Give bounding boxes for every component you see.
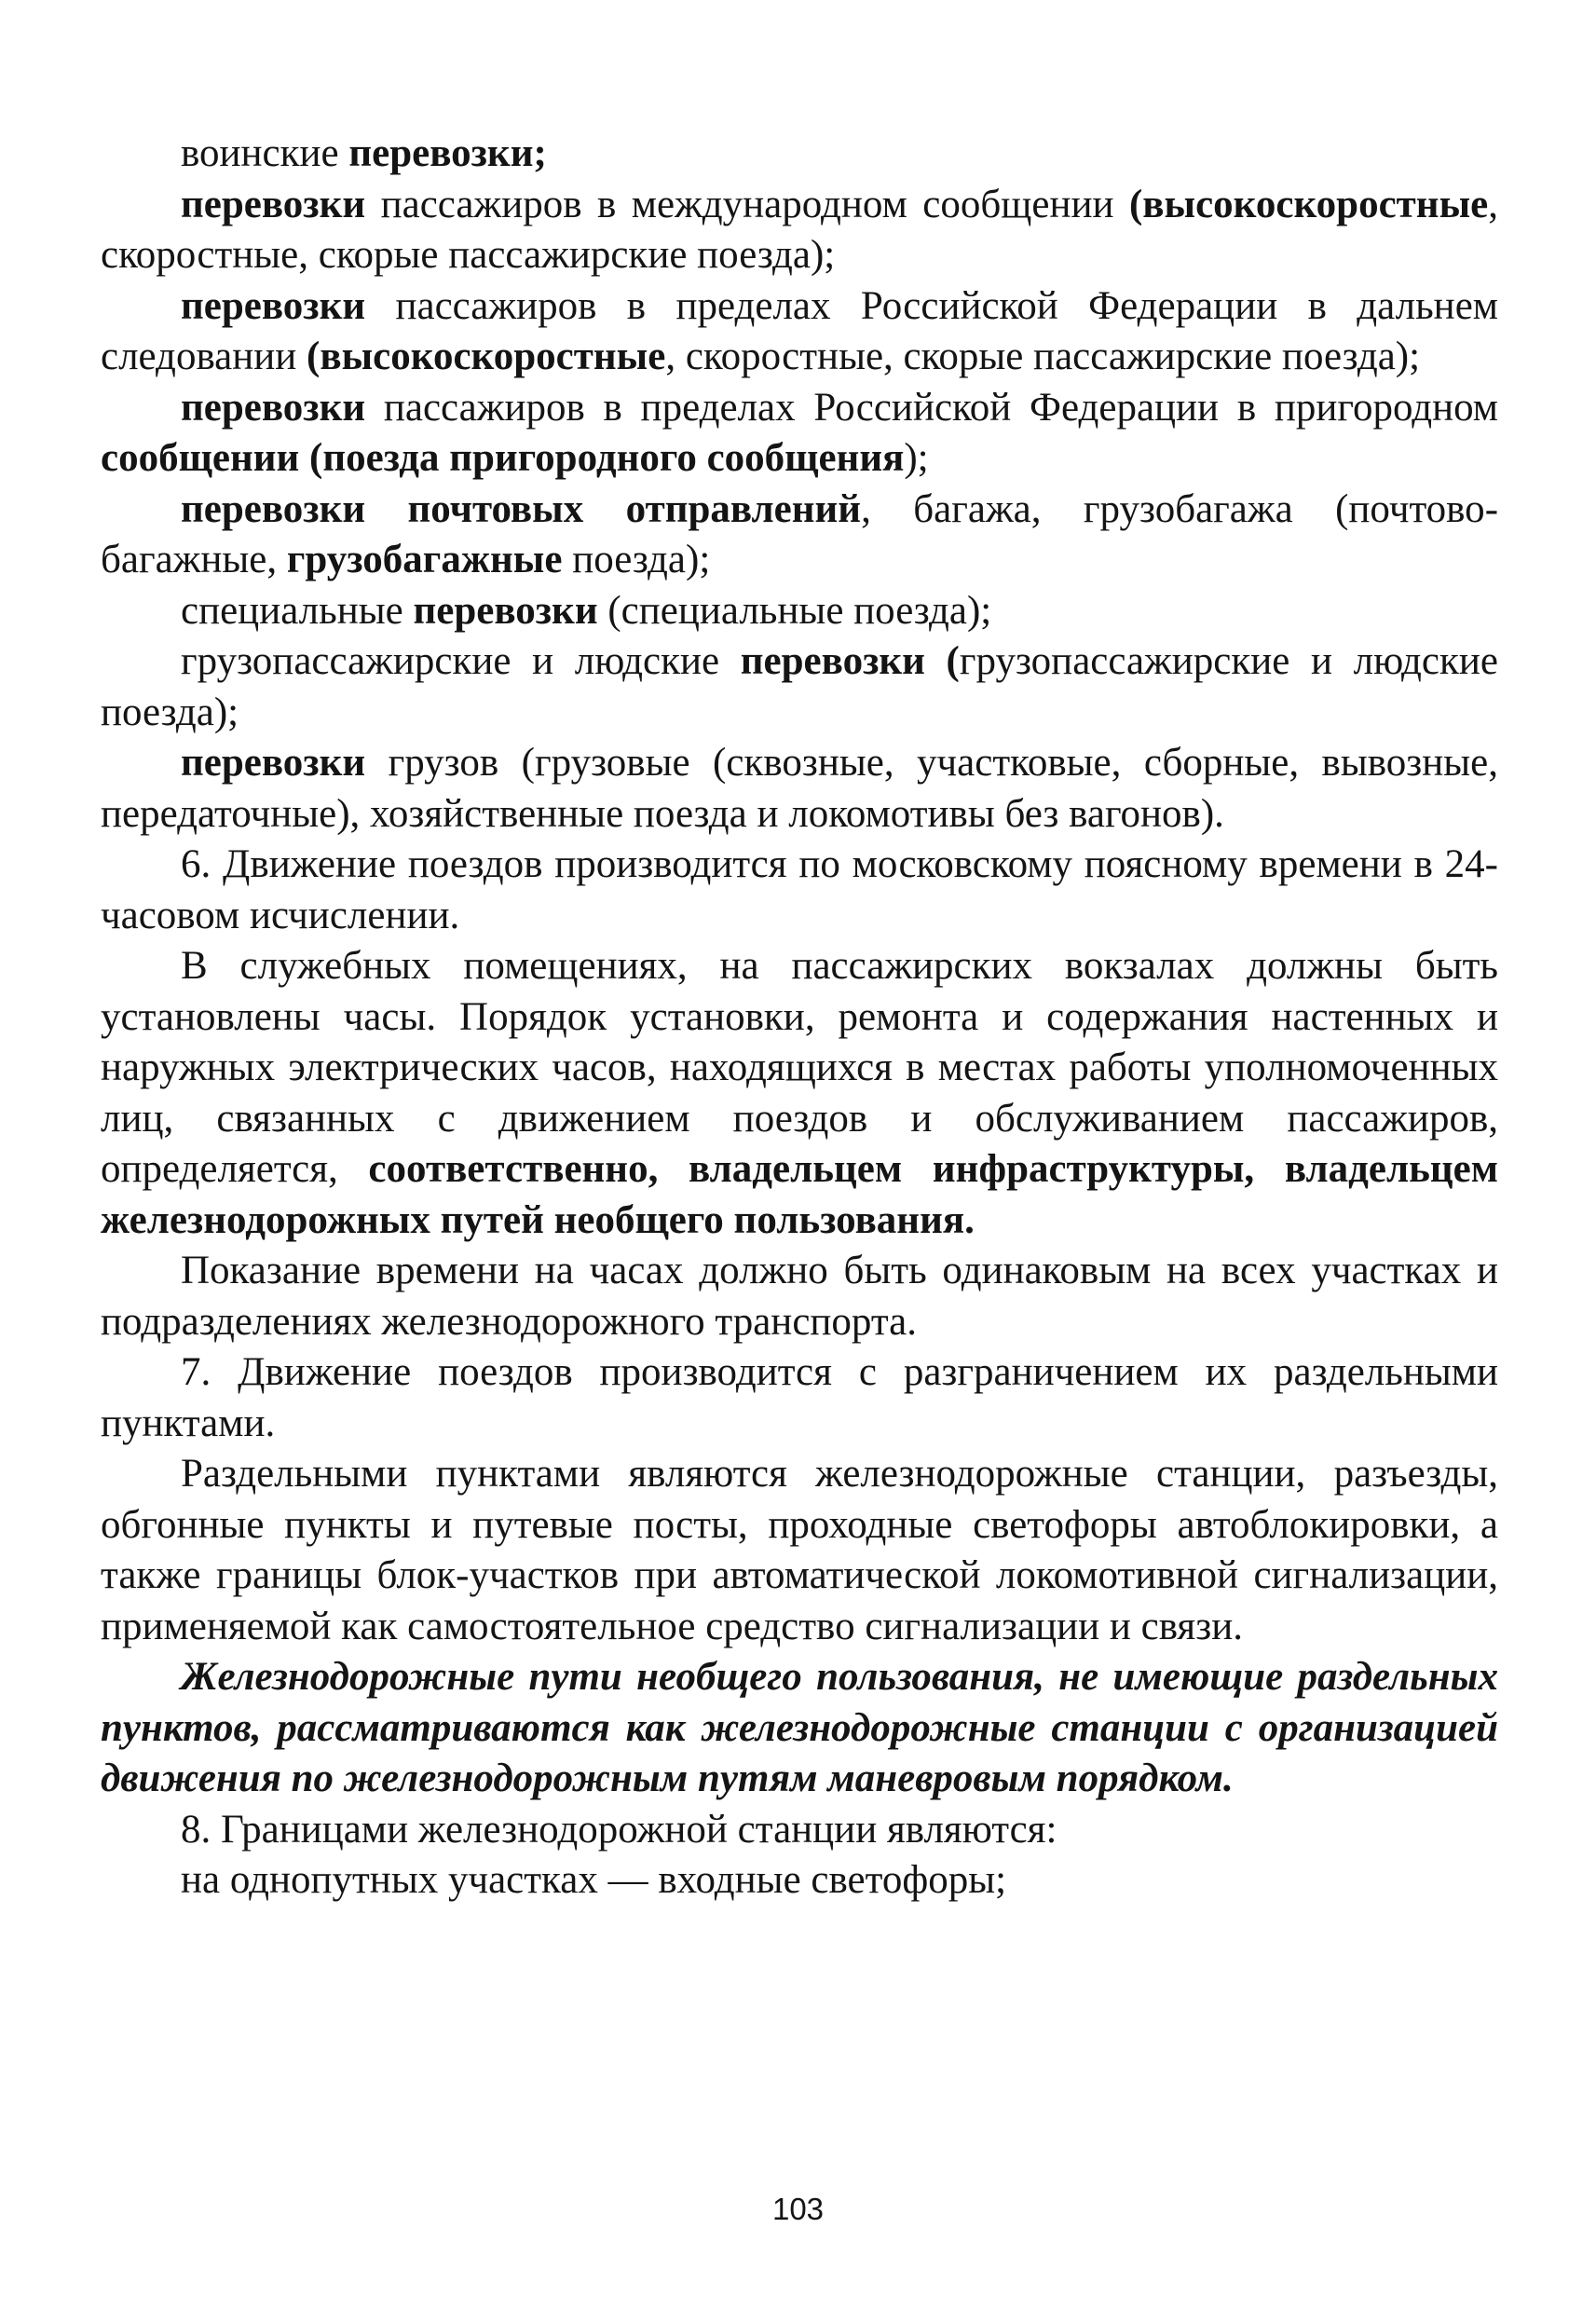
text-run: , скоростные, скорые пассажирские поезда); — [101, 182, 1498, 277]
bold-text-run: перевозки — [181, 182, 366, 226]
text-run: Раздельными пунктами являются железнодорожные станции, разъезды, обгонные пункты и путевые посты, проходные светофоры автоблокировки, а также границы блок-участков при автоматической локомотивной сигнализации, применяемой как самостоятельное средство сигнализации и связи. — [101, 1452, 1498, 1648]
paragraph — [101, 383, 1498, 485]
paragraph — [101, 1652, 1498, 1805]
text-run: грузов (грузовые (сквозные, участковые, сборные, вывозные, передаточные), хозяйственные поезда и локомотивы без вагонов). — [101, 741, 1498, 836]
text-run: 6. Движение поездов производится по московскому поясному времени в 24-часовом исчислении. — [101, 842, 1498, 937]
paragraph — [101, 1347, 1498, 1449]
bold-text-run: (высокоскоростные — [307, 335, 666, 378]
page-number: 103 — [771, 2192, 825, 2226]
text-run: Показание времени на часах должно быть одинаковым на всех участках и подразделениях железнодорожного транспорта. — [101, 1249, 1498, 1344]
bold-text-run: перевозки — [181, 283, 366, 328]
text-run: , багажа, грузобагажа (почтовобагажные, — [101, 486, 1499, 581]
text-run: В служебных помещениях, на пассажирских вокзалах должны быть установлены часы. Порядок установки, ремонта и содержания настенных и наружных электрических часов, находящихся в местах работы уполномоченных лиц, связанных с движением поездов и обслуживанием пассажиров, определяется, — [101, 944, 1498, 1191]
paragraph — [101, 1449, 1498, 1652]
text-run: 7. Движение поездов производится с разграничением их раздельными пунктами. — [101, 1350, 1498, 1445]
paragraph — [101, 485, 1498, 586]
paragraph — [101, 586, 1498, 637]
paragraph — [101, 840, 1498, 941]
bold-text-run: (высокоскоростные — [1128, 182, 1489, 226]
text-run: (специальные поезда); — [597, 588, 992, 633]
bold-text-run: грузобагажные — [286, 538, 563, 581]
bold-text-run: перевозки почтовых отправлений — [181, 486, 862, 531]
text-run: пассажиров в пределах Российской Федерации в дальнем следовании — [101, 283, 1498, 378]
text-run: на однопутных участках — входные светофоры; — [181, 1858, 1007, 1902]
paragraph — [101, 1246, 1498, 1347]
bold-text-run: перевозки; — [348, 131, 547, 175]
text-run: специальные — [181, 588, 414, 633]
text-run: поезда); — [562, 538, 711, 581]
bold-text-run: перевозки ( — [740, 639, 960, 683]
page-text-body — [101, 129, 1498, 1907]
paragraph — [101, 180, 1498, 281]
text-run: пассажиров в пределах Российской Федерации в пригородном — [365, 385, 1498, 430]
bold-text-run: перевозки — [181, 385, 366, 430]
text-run: , скоростные, скорые пассажирские поезда); — [665, 335, 1421, 378]
text-run: пассажиров в международном сообщении — [365, 182, 1129, 226]
text-run: грузопассажирские и людские поезда); — [101, 639, 1499, 734]
paragraph — [101, 941, 1498, 1246]
paragraph — [101, 281, 1498, 383]
bold-text-run: перевозки — [413, 588, 598, 633]
text-run: 8. Границами железнодорожной станции являются: — [181, 1807, 1057, 1852]
paragraph — [101, 1805, 1498, 1856]
bold-text-run: сообщении (поезда пригородного сообщения — [101, 436, 905, 480]
text-run: ); — [904, 436, 929, 480]
text-run: грузопассажирские и людские — [181, 639, 741, 683]
paragraph — [101, 636, 1498, 738]
bold-text-run: соответственно, владельцем инфраструктуры, владельцем железнодорожных путей необщего пользования. — [101, 1147, 1498, 1242]
bold-text-run: Железнодорожные пути необщего пользования, не имеющие раздельных пунктов, рассматриваются как железнодорожные станции с организацией движения по железнодорожным путям маневровым порядком. — [101, 1655, 1498, 1800]
paragraph — [101, 1855, 1498, 1907]
paragraph — [101, 738, 1498, 840]
bold-text-run: перевозки — [181, 741, 366, 785]
paragraph — [101, 129, 1498, 180]
text-run: воинские — [181, 131, 349, 175]
